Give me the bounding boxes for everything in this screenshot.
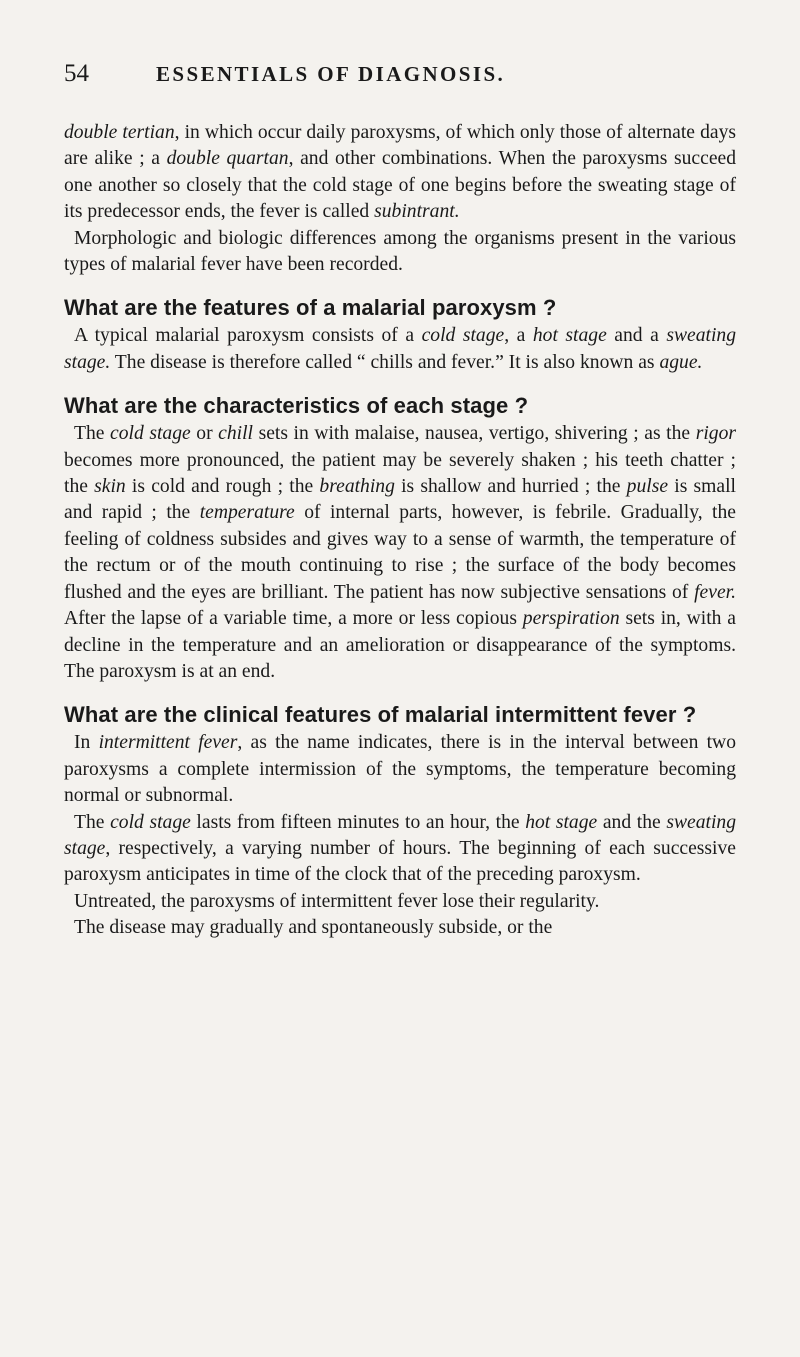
section-heading: What are the features of a malarial paroxysm ? bbox=[64, 295, 557, 321]
italic-term: intermittent fever bbox=[98, 732, 238, 754]
italic-term: perspiration bbox=[522, 608, 620, 630]
text-run: After the lapse of a variable time, a more or less copious bbox=[64, 608, 523, 630]
paragraph bbox=[64, 730, 736, 809]
italic-term: breathing bbox=[319, 476, 395, 498]
italic-term: hot stage bbox=[532, 325, 607, 347]
text-run: In bbox=[74, 732, 99, 754]
text-run: , a bbox=[504, 325, 533, 347]
paragraph bbox=[64, 120, 736, 226]
text-run: The bbox=[74, 423, 111, 445]
paragraph bbox=[64, 915, 736, 941]
text-run: and a bbox=[606, 325, 667, 347]
section-heading: What are the clinical features of malarial intermittent fever ? bbox=[64, 702, 697, 728]
section-heading: What are the characteristics of each stage ? bbox=[64, 393, 529, 419]
text-run: Morphologic and biologic differences among the organisms present in the various types of malarial fever have been recorded. bbox=[64, 227, 736, 276]
text-run: , as the name indicates, there is in the interval between two paroxysms a complete intermission of the symptoms, the temperature becoming normal or subnormal. bbox=[64, 732, 736, 807]
text-run: lasts from fifteen minutes to an hour, the bbox=[190, 811, 526, 833]
paragraph bbox=[64, 226, 736, 279]
italic-term: chill bbox=[218, 423, 253, 445]
text-run: , respectively, a varying number of hours. The beginning of each successive paroxysm anticipates in time of the clock that of the preceding paroxysm. bbox=[64, 837, 736, 886]
text-run: is shallow and hurried ; the bbox=[394, 476, 627, 498]
paragraph bbox=[64, 889, 736, 915]
text-run: The bbox=[74, 811, 111, 833]
text-run: becomes more pronounced, the patient may be severely shaken ; his teeth chatter ; the bbox=[64, 449, 736, 498]
text-run: of internal parts, however, is febrile. Gradually, the feeling of coldness subsides and gives way to a sense of warmth, the temperature of the rectum or of the mouth continuing to rise ; the surface of the body becomes flushed and the eyes are brilliant. The patient has now subjective sensations of bbox=[64, 502, 736, 603]
paragraph bbox=[64, 421, 736, 685]
page-content bbox=[64, 120, 736, 942]
italic-term: rigor bbox=[695, 423, 736, 445]
italic-term: temperature bbox=[199, 502, 295, 524]
text-run: is cold and rough ; the bbox=[125, 476, 320, 498]
text-run: sets in with malaise, nausea, vertigo, shivering ; as the bbox=[253, 423, 696, 445]
italic-term: sweating stage bbox=[64, 811, 736, 859]
text-run: and the bbox=[597, 811, 667, 833]
text-run: Untreated, the paroxysms of intermittent fever lose their regularity. bbox=[74, 890, 600, 912]
running-title: ESSENTIALS OF DIAGNOSIS. bbox=[156, 62, 506, 86]
italic-term: ague. bbox=[659, 351, 703, 373]
italic-term: double quartan bbox=[166, 148, 289, 170]
text-run: or bbox=[190, 423, 219, 445]
page-number: 54 bbox=[64, 60, 89, 87]
italic-term: skin bbox=[94, 476, 126, 498]
italic-term: cold stage bbox=[421, 325, 505, 347]
text-run: A typical malarial paroxysm consists of a bbox=[74, 325, 422, 347]
text-run: is small and rapid ; the bbox=[64, 476, 736, 524]
text-run: The disease may gradually and spontaneously subside, or the bbox=[74, 917, 553, 939]
text-run: sets in, with a decline in the temperature and an amelioration or disappearance of the symptoms. The paroxysm is at an end. bbox=[64, 608, 736, 682]
italic-term: double tertian bbox=[64, 122, 175, 143]
italic-term: cold stage bbox=[110, 811, 191, 833]
text-run: , and other combinations. When the paroxysms succeed one another so closely that the cold stage of one begins before the sweating stage of its predecessor ends, the fever is called bbox=[64, 148, 737, 223]
italic-term: fever. bbox=[694, 581, 736, 603]
paragraph bbox=[64, 323, 736, 376]
italic-term: subintrant. bbox=[374, 201, 460, 223]
italic-term: hot stage bbox=[525, 811, 598, 833]
paragraph bbox=[64, 810, 736, 889]
italic-term: cold stage bbox=[110, 423, 191, 445]
italic-term: pulse bbox=[626, 476, 669, 498]
text-run: The disease is therefore called “ chills and fever.” It is also known as bbox=[110, 351, 660, 373]
italic-term: sweating stage. bbox=[64, 325, 736, 373]
running-head bbox=[64, 60, 736, 98]
text-run: , in which occur daily paroxysms, of which only those of alternate days are alike ; a bbox=[64, 122, 736, 170]
